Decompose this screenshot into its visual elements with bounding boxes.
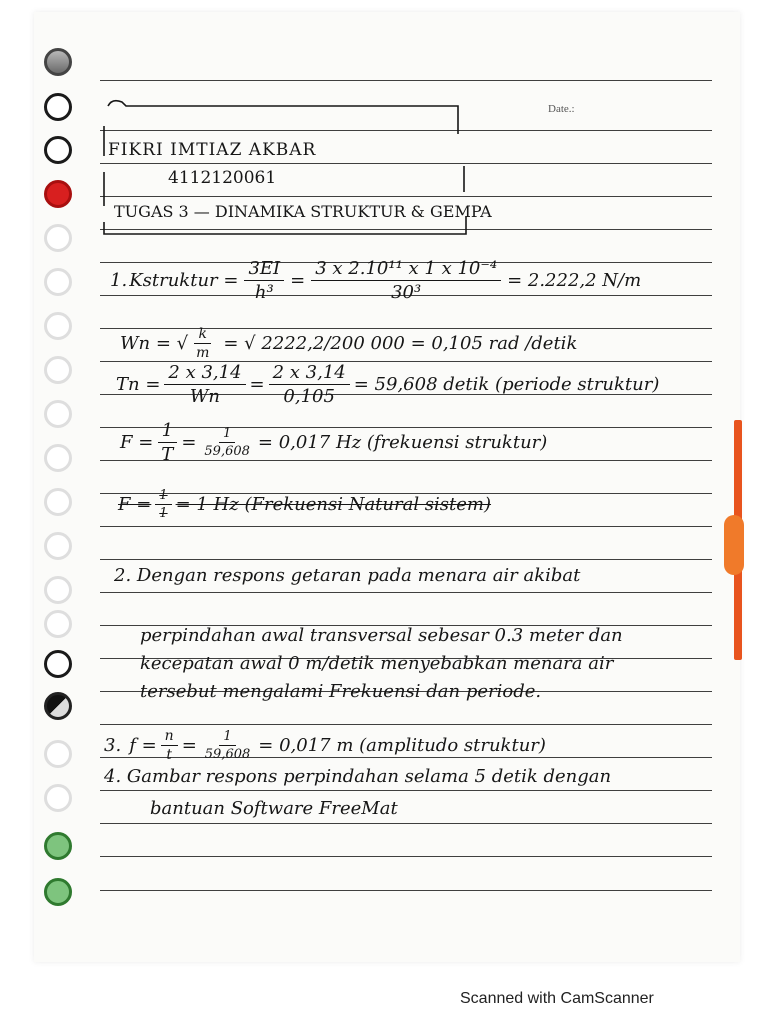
problem2-line4: tersebut mengalami Frekuensi dan periode. <box>140 681 542 702</box>
f-label: f = <box>129 735 157 756</box>
frequency-result: = 0,017 Hz (frekuensi struktur) <box>257 432 548 453</box>
fraction <box>161 728 178 763</box>
equals-sign: = <box>249 374 265 395</box>
fraction-numerator: n <box>161 728 178 746</box>
fraction <box>155 488 171 521</box>
wn-label: Wn = √ <box>120 333 189 354</box>
fraction-numerator: 2 x 3,14 <box>164 362 245 385</box>
binder-hole <box>44 650 72 678</box>
fraction-denominator: 30³ <box>391 282 422 303</box>
scanner-watermark: Scanned with CamScanner <box>460 990 654 1007</box>
problem-number: 1. <box>110 270 128 291</box>
wn-result: = √ 2222,2/200 000 = 0,105 rad /detik <box>223 333 578 354</box>
problem-number: 4. <box>104 766 122 787</box>
fraction <box>192 326 213 361</box>
ruled-line <box>100 856 712 857</box>
natural-frequency-result: = 1 Hz (Frekuensi Natural sistem) <box>175 494 492 515</box>
natural-frequency-equation <box>120 326 577 361</box>
ruled-line <box>100 526 712 527</box>
student-id: 4112120061 <box>168 168 277 188</box>
binder-hole <box>44 400 72 428</box>
fraction <box>157 420 177 465</box>
assignment-title: TUGAS 3 — DINAMIKA STRUKTUR & GEMPA <box>114 202 492 221</box>
fraction-denominator: m <box>196 345 210 361</box>
ruled-line <box>100 80 712 81</box>
fraction-denominator: Wn <box>189 386 221 407</box>
fraction-numerator: 1 <box>158 420 177 443</box>
student-name: FIKRI IMTIAZ AKBAR <box>108 140 317 160</box>
binder-hole <box>44 268 72 296</box>
stiffness-equation <box>110 258 641 303</box>
stiffness-label: Kstruktur = <box>129 270 239 291</box>
ruled-line <box>100 823 712 824</box>
struck-frequency-equation <box>118 488 491 521</box>
binder-hole <box>44 180 72 208</box>
binder-hole <box>44 740 72 768</box>
fraction-numerator: 3 x 2.10¹¹ x 1 x 10⁻⁴ <box>311 258 501 281</box>
ruled-line <box>100 890 712 891</box>
binder-hole <box>44 832 72 860</box>
problem4-line2: bantuan Software FreeMat <box>150 798 398 819</box>
ruled-line <box>100 559 712 560</box>
equals-sign: = <box>290 270 306 291</box>
ruled-line <box>100 790 712 791</box>
period-equation <box>116 362 659 407</box>
amplitude-equation <box>104 728 546 763</box>
fraction <box>269 362 350 407</box>
binder-hole <box>44 93 72 121</box>
fraction-denominator: h³ <box>254 282 274 303</box>
ruled-line <box>100 724 712 725</box>
binder-hole <box>44 692 72 720</box>
fraction <box>164 362 245 407</box>
fraction-numerator: 1 <box>219 426 235 443</box>
fraction-numerator: 2 x 3,14 <box>269 362 350 385</box>
fraction <box>244 258 284 303</box>
equals-sign: = <box>181 432 197 453</box>
binder-hole <box>44 610 72 638</box>
fraction-denominator: 59,608 <box>204 747 251 762</box>
binder-hole <box>44 878 72 906</box>
fraction-denominator: T <box>161 444 174 465</box>
binder-hole <box>44 488 72 516</box>
binder-hole <box>44 312 72 340</box>
fraction-numerator: 3EI <box>244 258 284 281</box>
orange-tab <box>724 515 744 575</box>
fraction-numerator: 1 <box>219 729 235 746</box>
problem-number: 2. <box>114 565 132 586</box>
period-result: = 59,608 detik (periode struktur) <box>353 374 660 395</box>
equals-sign: = <box>181 735 197 756</box>
fraction-numerator: 1 <box>155 488 171 505</box>
fraction-denominator: t <box>166 747 172 763</box>
problem-number: 3. <box>104 735 122 756</box>
fraction-denominator: 0,105 <box>283 386 335 407</box>
problem4-line1 <box>104 766 611 787</box>
problem2-line3: kecepatan awal 0 m/detik menyebabkan menara air <box>140 653 614 674</box>
tn-label: Tn = <box>116 374 161 395</box>
paragraph-text: Gambar respons perpindahan selama 5 detik dengan <box>126 766 612 787</box>
binder-hole <box>44 532 72 560</box>
amplitude-result: = 0,017 m (amplitudo struktur) <box>258 735 546 756</box>
binder-hole <box>44 576 72 604</box>
problem2-line1 <box>114 565 580 586</box>
frequency-equation <box>120 420 547 465</box>
fraction <box>201 729 255 762</box>
binder-hole <box>44 784 72 812</box>
binder-hole <box>44 136 72 164</box>
header-frame <box>96 96 476 246</box>
fraction-numerator: k <box>194 326 210 344</box>
binder-hole <box>44 224 72 252</box>
fraction <box>311 258 501 303</box>
ruled-line <box>100 592 712 593</box>
paragraph-text: Dengan respons getaran pada menara air akibat <box>136 565 581 586</box>
binder-hole <box>44 356 72 384</box>
problem2-line2: perpindahan awal transversal sebesar 0.3 meter dan <box>140 625 623 646</box>
f-label: F = <box>120 432 154 453</box>
fraction <box>200 426 254 459</box>
fraction-denominator: 59,608 <box>204 444 250 459</box>
fraction-denominator: 1 <box>159 506 168 521</box>
f2-label: F = <box>118 494 152 515</box>
binder-hole <box>44 444 72 472</box>
stiffness-result: = 2.222,2 N/m <box>507 270 642 291</box>
binder-hole <box>44 48 72 76</box>
date-label: Date.: <box>548 103 575 115</box>
